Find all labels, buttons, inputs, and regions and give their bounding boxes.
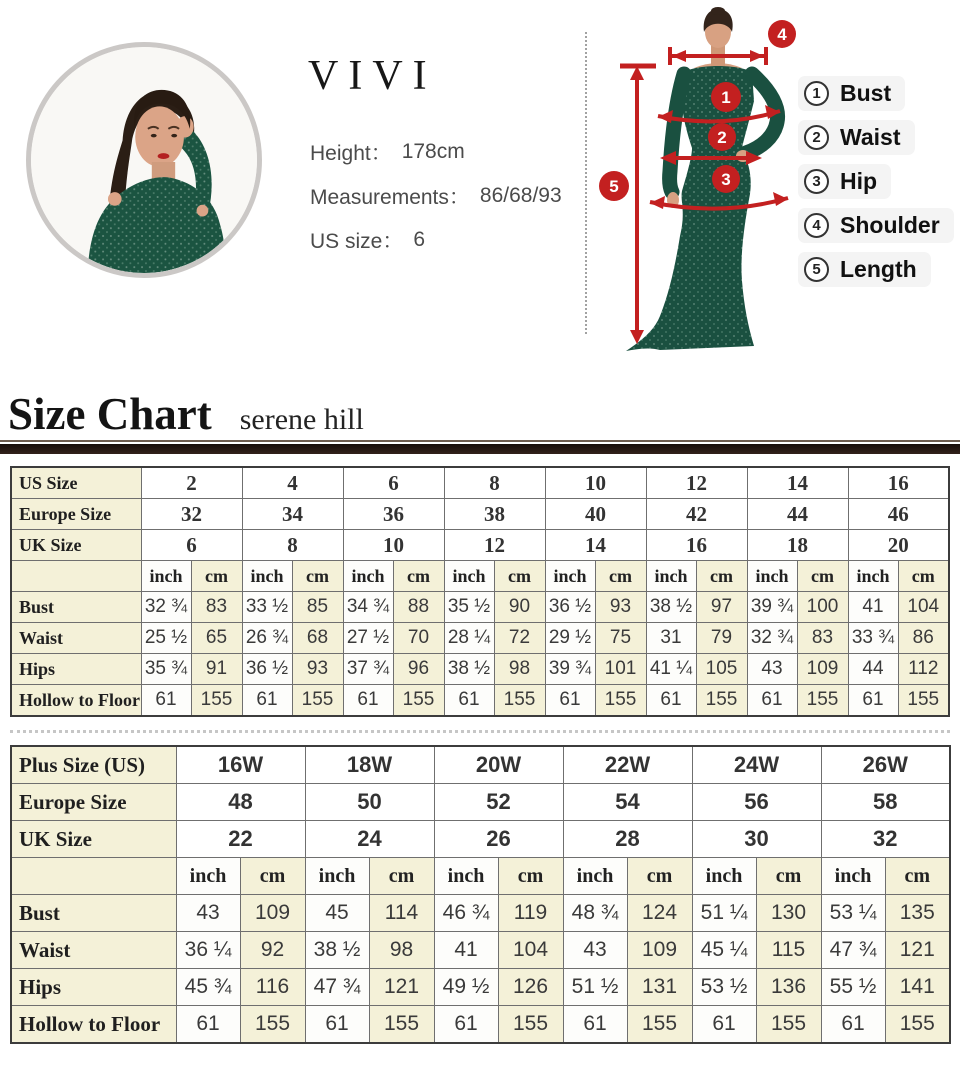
value-cell: 34 ¾ (343, 592, 393, 623)
value-cell: 39 ¾ (747, 592, 797, 623)
value-cell: 126 (498, 969, 563, 1006)
size-header-cell: 18W (305, 746, 434, 784)
model-photo (26, 42, 262, 278)
unit-label-cm: cm (292, 561, 343, 592)
legend-item-hip (798, 164, 891, 199)
height-value: 178cm (401, 140, 465, 163)
value-cell: 135 (885, 895, 950, 932)
measurement-row (11, 895, 950, 932)
row-label: Plus Size (US) (11, 746, 176, 784)
value-cell: 155 (797, 685, 848, 717)
value-cell: 155 (292, 685, 343, 717)
value-cell: 47 ¾ (821, 932, 885, 969)
value-cell: 83 (191, 592, 242, 623)
measurement-row (11, 932, 950, 969)
unit-label-inch: inch (692, 858, 756, 895)
size-header-row (11, 746, 950, 784)
us-size-line (310, 218, 562, 262)
value-cell: 48 ¾ (563, 895, 627, 932)
unit-label-cm: cm (627, 858, 692, 895)
value-cell: 43 (563, 932, 627, 969)
value-cell: 105 (696, 654, 747, 685)
size-header-cell: 16 (646, 530, 747, 561)
value-cell: 109 (240, 895, 305, 932)
measurement-row (11, 1006, 950, 1044)
unit-label-inch: inch (545, 561, 595, 592)
size-header-cell: 20 (848, 530, 949, 561)
unit-label-cm: cm (696, 561, 747, 592)
value-cell: 155 (756, 1006, 821, 1044)
size-header-cell: 32 (141, 499, 242, 530)
size-header-cell: 20W (434, 746, 563, 784)
circled-number-icon: 1 (804, 81, 829, 106)
value-cell: 70 (393, 623, 444, 654)
size-header-cell: 12 (646, 467, 747, 499)
value-cell: 36 ½ (242, 654, 292, 685)
unit-label-inch: inch (343, 561, 393, 592)
measurement-row (11, 623, 949, 654)
model-info-section (0, 0, 960, 386)
value-cell: 33 ¾ (848, 623, 898, 654)
value-cell: 61 (747, 685, 797, 717)
value-cell: 45 ¾ (176, 969, 240, 1006)
brand-name: VIVI (308, 53, 437, 99)
unit-label-cm: cm (393, 561, 444, 592)
value-cell: 35 ½ (444, 592, 494, 623)
value-cell: 32 ¾ (747, 623, 797, 654)
height-line (310, 130, 562, 174)
value-cell: 104 (498, 932, 563, 969)
value-cell: 155 (898, 685, 949, 717)
circled-number-icon: 2 (804, 125, 829, 150)
plus-size-table-container (10, 745, 950, 1044)
value-cell: 65 (191, 623, 242, 654)
legend-item-waist (798, 120, 915, 155)
measurement-row (11, 969, 950, 1006)
height-label: Height： (310, 142, 392, 165)
unit-label-cm: cm (240, 858, 305, 895)
row-label: Waist (11, 623, 141, 654)
value-cell: 61 (141, 685, 191, 717)
value-cell: 46 ¾ (434, 895, 498, 932)
size-header-row (11, 499, 949, 530)
value-cell: 109 (797, 654, 848, 685)
value-cell: 98 (369, 932, 434, 969)
value-cell: 141 (885, 969, 950, 1006)
tables-separator (10, 730, 950, 733)
model-stats (310, 130, 562, 262)
marker-5: 5 (609, 177, 619, 196)
size-header-cell: 10 (343, 530, 444, 561)
size-header-cell: 26W (821, 746, 950, 784)
row-label: Europe Size (11, 784, 176, 821)
value-cell: 90 (494, 592, 545, 623)
value-cell: 37 ¾ (343, 654, 393, 685)
value-cell: 49 ½ (434, 969, 498, 1006)
legend-label: Length (840, 256, 917, 282)
legend-label: Shoulder (840, 212, 940, 238)
value-cell: 32 ¾ (141, 592, 191, 623)
unit-label-cm: cm (498, 858, 563, 895)
value-cell: 114 (369, 895, 434, 932)
measurement-row (11, 685, 949, 717)
value-cell: 35 ¾ (141, 654, 191, 685)
value-cell: 155 (494, 685, 545, 717)
value-cell: 61 (692, 1006, 756, 1044)
unit-label-cm: cm (595, 561, 646, 592)
measurement-row (11, 654, 949, 685)
size-header-cell: 56 (692, 784, 821, 821)
value-cell: 91 (191, 654, 242, 685)
size-header-cell: 30 (692, 821, 821, 858)
regular-size-table-container (10, 466, 950, 717)
value-cell: 112 (898, 654, 949, 685)
divider-thin-line (0, 440, 960, 442)
unit-row (11, 561, 949, 592)
measurements-value: 86/68/93 (479, 184, 562, 207)
value-cell: 45 ¼ (692, 932, 756, 969)
value-cell: 131 (627, 969, 692, 1006)
value-cell: 155 (498, 1006, 563, 1044)
row-label: Hips (11, 654, 141, 685)
row-label: Hollow to Floor (11, 685, 141, 717)
size-header-cell: 26 (434, 821, 563, 858)
size-header-row (11, 784, 950, 821)
unit-label-cm: cm (898, 561, 949, 592)
value-cell: 96 (393, 654, 444, 685)
size-header-cell: 8 (242, 530, 343, 561)
value-cell: 100 (797, 592, 848, 623)
value-cell: 55 ½ (821, 969, 885, 1006)
value-cell: 155 (696, 685, 747, 717)
size-header-cell: 16W (176, 746, 305, 784)
value-cell: 115 (756, 932, 821, 969)
size-header-cell: 4 (242, 467, 343, 499)
value-cell: 104 (898, 592, 949, 623)
row-label: Bust (11, 592, 141, 623)
row-label: Europe Size (11, 499, 141, 530)
brand-subtitle: serene hill (239, 403, 364, 436)
size-chart-heading (8, 388, 364, 440)
row-label: UK Size (11, 821, 176, 858)
value-cell: 39 ¾ (545, 654, 595, 685)
unit-label-cm: cm (369, 858, 434, 895)
legend-item-shoulder (798, 208, 954, 243)
value-cell: 36 ¼ (176, 932, 240, 969)
size-header-cell: 14 (545, 530, 646, 561)
value-cell: 88 (393, 592, 444, 623)
legend-item-length (798, 252, 931, 287)
plus-size-table (10, 745, 951, 1044)
unit-label-inch: inch (444, 561, 494, 592)
unit-label-inch: inch (821, 858, 885, 895)
value-cell: 61 (305, 1006, 369, 1044)
value-cell: 51 ¼ (692, 895, 756, 932)
row-label (11, 561, 141, 592)
value-cell: 38 ½ (305, 932, 369, 969)
value-cell: 61 (176, 1006, 240, 1044)
size-header-cell: 50 (305, 784, 434, 821)
divider-bar (0, 440, 960, 454)
us-size-label: US size： (310, 230, 404, 253)
size-header-cell: 54 (563, 784, 692, 821)
value-cell: 93 (292, 654, 343, 685)
unit-label-inch: inch (305, 858, 369, 895)
measurement-diagram (596, 6, 808, 358)
circled-number-icon: 3 (804, 169, 829, 194)
measurement-row (11, 592, 949, 623)
legend-label: Bust (840, 80, 892, 106)
value-cell: 116 (240, 969, 305, 1006)
value-cell: 121 (369, 969, 434, 1006)
size-tables (10, 466, 950, 1044)
unit-label-inch: inch (646, 561, 696, 592)
size-header-cell: 40 (545, 499, 646, 530)
value-cell: 61 (242, 685, 292, 717)
us-size-value: 6 (413, 228, 426, 251)
value-cell: 155 (885, 1006, 950, 1044)
value-cell: 27 ½ (343, 623, 393, 654)
unit-label-inch: inch (242, 561, 292, 592)
circled-number-icon: 4 (804, 213, 829, 238)
value-cell: 155 (191, 685, 242, 717)
value-cell: 36 ½ (545, 592, 595, 623)
value-cell: 61 (545, 685, 595, 717)
size-header-cell: 16 (848, 467, 949, 499)
measurement-legend (798, 76, 954, 296)
value-cell: 86 (898, 623, 949, 654)
value-cell: 41 ¼ (646, 654, 696, 685)
value-cell: 98 (494, 654, 545, 685)
row-label: Hips (11, 969, 176, 1006)
size-header-cell: 28 (563, 821, 692, 858)
value-cell: 61 (343, 685, 393, 717)
value-cell: 38 ½ (646, 592, 696, 623)
value-cell: 83 (797, 623, 848, 654)
value-cell: 29 ½ (545, 623, 595, 654)
size-header-cell: 32 (821, 821, 950, 858)
row-label: US Size (11, 467, 141, 499)
value-cell: 44 (848, 654, 898, 685)
value-cell: 79 (696, 623, 747, 654)
value-cell: 43 (176, 895, 240, 932)
size-header-cell: 24W (692, 746, 821, 784)
unit-label-inch: inch (848, 561, 898, 592)
value-cell: 72 (494, 623, 545, 654)
size-header-cell: 2 (141, 467, 242, 499)
size-header-cell: 18 (747, 530, 848, 561)
value-cell: 28 ¼ (444, 623, 494, 654)
unit-label-inch: inch (747, 561, 797, 592)
value-cell: 155 (627, 1006, 692, 1044)
size-header-cell: 12 (444, 530, 545, 561)
value-cell: 61 (848, 685, 898, 717)
unit-label-inch: inch (563, 858, 627, 895)
value-cell: 41 (434, 932, 498, 969)
size-header-cell: 42 (646, 499, 747, 530)
value-cell: 101 (595, 654, 646, 685)
circled-number-icon: 5 (804, 257, 829, 282)
value-cell: 109 (627, 932, 692, 969)
size-header-cell: 14 (747, 467, 848, 499)
value-cell: 53 ½ (692, 969, 756, 1006)
value-cell: 97 (696, 592, 747, 623)
value-cell: 61 (646, 685, 696, 717)
measurements-label: Measurements： (310, 186, 470, 209)
value-cell: 155 (595, 685, 646, 717)
value-cell: 75 (595, 623, 646, 654)
legend-label: Waist (840, 124, 901, 150)
size-header-cell: 6 (141, 530, 242, 561)
size-header-cell: 46 (848, 499, 949, 530)
legend-label: Hip (840, 168, 878, 194)
value-cell: 43 (747, 654, 797, 685)
legend-item-bust (798, 76, 905, 111)
unit-label-cm: cm (885, 858, 950, 895)
size-header-cell: 34 (242, 499, 343, 530)
size-header-cell: 48 (176, 784, 305, 821)
size-header-cell: 44 (747, 499, 848, 530)
marker-1: 1 (721, 88, 731, 107)
size-chart-title: Size Chart (8, 389, 212, 439)
unit-label-cm: cm (797, 561, 848, 592)
size-header-row (11, 821, 950, 858)
unit-label-inch: inch (176, 858, 240, 895)
measurements-line (310, 174, 562, 218)
value-cell: 38 ½ (444, 654, 494, 685)
row-label: UK Size (11, 530, 141, 561)
value-cell: 25 ½ (141, 623, 191, 654)
value-cell: 93 (595, 592, 646, 623)
value-cell: 47 ¾ (305, 969, 369, 1006)
value-cell: 130 (756, 895, 821, 932)
row-label: Waist (11, 932, 176, 969)
value-cell: 61 (563, 1006, 627, 1044)
marker-3: 3 (721, 170, 731, 189)
divider-thick-bar (0, 444, 960, 454)
marker-2: 2 (717, 128, 727, 147)
size-header-row (11, 467, 949, 499)
dotted-guide-line (585, 32, 587, 334)
size-header-cell: 24 (305, 821, 434, 858)
unit-label-cm: cm (191, 561, 242, 592)
dress-measurement-illustration (596, 6, 808, 358)
unit-label-inch: inch (434, 858, 498, 895)
value-cell: 33 ½ (242, 592, 292, 623)
row-label (11, 858, 176, 895)
size-header-cell: 22 (176, 821, 305, 858)
size-header-cell: 22W (563, 746, 692, 784)
value-cell: 155 (369, 1006, 434, 1044)
size-header-cell: 38 (444, 499, 545, 530)
unit-label-cm: cm (756, 858, 821, 895)
value-cell: 136 (756, 969, 821, 1006)
value-cell: 124 (627, 895, 692, 932)
size-header-cell: 58 (821, 784, 950, 821)
marker-4: 4 (777, 25, 787, 44)
row-label: Bust (11, 895, 176, 932)
unit-label-inch: inch (141, 561, 191, 592)
value-cell: 85 (292, 592, 343, 623)
value-cell: 61 (434, 1006, 498, 1044)
value-cell: 61 (821, 1006, 885, 1044)
value-cell: 155 (240, 1006, 305, 1044)
value-cell: 31 (646, 623, 696, 654)
size-header-row (11, 530, 949, 561)
size-header-cell: 6 (343, 467, 444, 499)
regular-size-table (10, 466, 950, 717)
value-cell: 68 (292, 623, 343, 654)
size-header-cell: 8 (444, 467, 545, 499)
unit-row (11, 858, 950, 895)
unit-label-cm: cm (494, 561, 545, 592)
value-cell: 41 (848, 592, 898, 623)
size-header-cell: 10 (545, 467, 646, 499)
value-cell: 53 ¼ (821, 895, 885, 932)
size-header-cell: 36 (343, 499, 444, 530)
value-cell: 92 (240, 932, 305, 969)
model-portrait-illustration (31, 47, 257, 273)
value-cell: 51 ½ (563, 969, 627, 1006)
value-cell: 119 (498, 895, 563, 932)
row-label: Hollow to Floor (11, 1006, 176, 1044)
value-cell: 45 (305, 895, 369, 932)
value-cell: 61 (444, 685, 494, 717)
value-cell: 121 (885, 932, 950, 969)
value-cell: 26 ¾ (242, 623, 292, 654)
size-header-cell: 52 (434, 784, 563, 821)
value-cell: 155 (393, 685, 444, 717)
